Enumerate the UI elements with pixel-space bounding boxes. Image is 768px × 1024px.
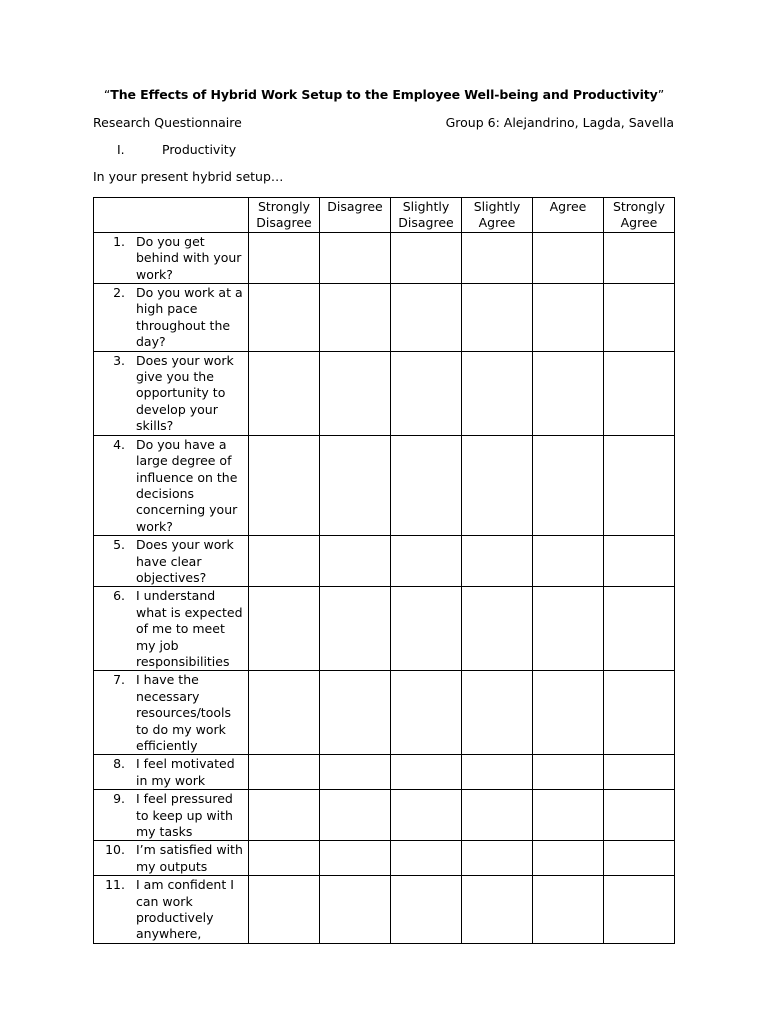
- question-text: Does your work have clear objectives?: [136, 537, 234, 585]
- response-cell[interactable]: [320, 284, 391, 352]
- question-number: 9.: [113, 791, 125, 807]
- response-cell[interactable]: [462, 790, 533, 841]
- response-cell[interactable]: [249, 671, 320, 755]
- question-number: 1.: [113, 233, 125, 249]
- response-cell[interactable]: [320, 755, 391, 790]
- response-cell[interactable]: [462, 232, 533, 283]
- question-text: I feel motivated in my work: [136, 756, 235, 788]
- response-cell[interactable]: [533, 790, 604, 841]
- question-text: Does your work give you the opportunity to develop your skills?: [136, 352, 234, 434]
- question-cell: [94, 536, 249, 587]
- question-cell: [94, 351, 249, 435]
- question-text: I understand what is expected of me to meet my job responsibilities: [136, 588, 243, 669]
- question-text: I’m satisfied with my outputs: [136, 842, 243, 874]
- response-cell[interactable]: [391, 351, 462, 435]
- document-title: [0, 87, 768, 102]
- response-cell[interactable]: [249, 755, 320, 790]
- response-cell[interactable]: [533, 351, 604, 435]
- title-open-quote: “: [103, 87, 111, 102]
- header-slightly-agree: Slightly Agree: [462, 198, 533, 233]
- question-number: 10.: [105, 842, 125, 858]
- response-cell[interactable]: [604, 876, 675, 944]
- question-number: 11.: [105, 877, 125, 893]
- table-row: [94, 284, 675, 352]
- question-cell: [94, 841, 249, 876]
- response-cell[interactable]: [462, 435, 533, 535]
- response-cell[interactable]: [604, 841, 675, 876]
- table-row: [94, 755, 675, 790]
- response-cell[interactable]: [391, 841, 462, 876]
- response-cell[interactable]: [249, 232, 320, 283]
- response-cell[interactable]: [604, 671, 675, 755]
- response-cell[interactable]: [462, 351, 533, 435]
- header-question: [94, 198, 249, 233]
- response-cell[interactable]: [391, 587, 462, 671]
- response-cell[interactable]: [320, 536, 391, 587]
- response-cell[interactable]: [462, 876, 533, 944]
- section-number: I.: [117, 142, 125, 157]
- response-cell[interactable]: [604, 587, 675, 671]
- response-cell[interactable]: [391, 790, 462, 841]
- question-number: 8.: [113, 756, 125, 772]
- header-strongly-disagree: Strongly Disagree: [249, 198, 320, 233]
- table-row: [94, 790, 675, 841]
- question-cell: [94, 671, 249, 755]
- response-cell[interactable]: [320, 587, 391, 671]
- header-strongly-agree: Strongly Agree: [604, 198, 675, 233]
- table-row: [94, 841, 675, 876]
- response-cell[interactable]: [320, 435, 391, 535]
- response-cell[interactable]: [249, 790, 320, 841]
- header-slightly-disagree: Slightly Disagree: [391, 198, 462, 233]
- response-cell[interactable]: [533, 755, 604, 790]
- question-cell: [94, 232, 249, 283]
- header-row: [94, 198, 675, 233]
- response-cell[interactable]: [533, 587, 604, 671]
- table-row: [94, 536, 675, 587]
- header-disagree: Disagree: [320, 198, 391, 233]
- question-cell: [94, 284, 249, 352]
- response-cell[interactable]: [604, 435, 675, 535]
- response-cell[interactable]: [391, 284, 462, 352]
- response-cell[interactable]: [391, 755, 462, 790]
- response-cell[interactable]: [533, 536, 604, 587]
- response-cell[interactable]: [320, 790, 391, 841]
- header-agree: Agree: [533, 198, 604, 233]
- question-number: 5.: [113, 537, 125, 553]
- response-cell[interactable]: [462, 536, 533, 587]
- response-cell[interactable]: [533, 232, 604, 283]
- question-cell: [94, 435, 249, 535]
- response-cell[interactable]: [391, 232, 462, 283]
- question-text: I feel pressured to keep up with my tasks: [136, 791, 233, 840]
- response-cell[interactable]: [320, 351, 391, 435]
- response-cell[interactable]: [249, 587, 320, 671]
- table-row: [94, 876, 675, 944]
- question-number: 3.: [113, 352, 125, 368]
- response-cell[interactable]: [249, 351, 320, 435]
- question-number: 7.: [113, 672, 125, 688]
- intro-text: In your present hybrid setup…: [93, 169, 284, 184]
- response-cell[interactable]: [462, 587, 533, 671]
- questionnaire-table: [93, 197, 675, 944]
- response-cell[interactable]: [533, 841, 604, 876]
- questionnaire-label: Research Questionnaire: [93, 115, 242, 130]
- response-cell[interactable]: [604, 755, 675, 790]
- response-cell[interactable]: [249, 841, 320, 876]
- section-title: Productivity: [162, 142, 237, 157]
- table-row: [94, 435, 675, 535]
- group-label: Group 6: Alejandrino, Lagda, Savella: [445, 115, 674, 130]
- response-cell[interactable]: [391, 671, 462, 755]
- question-number: 4.: [113, 436, 125, 452]
- response-cell[interactable]: [391, 536, 462, 587]
- title-close-quote: ”: [657, 87, 665, 102]
- response-cell[interactable]: [320, 841, 391, 876]
- title-text: The Effects of Hybrid Work Setup to the Employee Well-being and Productivity: [110, 87, 658, 102]
- question-cell: [94, 790, 249, 841]
- response-cell[interactable]: [462, 284, 533, 352]
- response-cell[interactable]: [249, 536, 320, 587]
- question-number: 6.: [113, 588, 125, 604]
- response-cell[interactable]: [604, 790, 675, 841]
- response-cell[interactable]: [604, 351, 675, 435]
- response-cell[interactable]: [604, 232, 675, 283]
- question-cell: [94, 755, 249, 790]
- response-cell[interactable]: [320, 671, 391, 755]
- response-cell[interactable]: [533, 876, 604, 944]
- response-cell[interactable]: [604, 284, 675, 352]
- question-text: Do you get behind with your work?: [136, 233, 242, 282]
- response-cell[interactable]: [462, 841, 533, 876]
- question-text: Do you have a large degree of influence on the decisions concerning your work?: [136, 436, 238, 534]
- response-cell[interactable]: [533, 284, 604, 352]
- response-cell[interactable]: [462, 671, 533, 755]
- table-row: [94, 671, 675, 755]
- table-row: [94, 232, 675, 283]
- response-cell[interactable]: [533, 435, 604, 535]
- table-row: [94, 587, 675, 671]
- question-text: I am confident I can work productively anywhere,: [136, 877, 234, 942]
- response-cell[interactable]: [391, 435, 462, 535]
- question-text: I have the necessary resources/tools to do my work efficiently: [136, 672, 231, 753]
- table-row: [94, 351, 675, 435]
- response-cell[interactable]: [533, 671, 604, 755]
- response-cell[interactable]: [249, 435, 320, 535]
- question-cell: [94, 876, 249, 944]
- response-cell[interactable]: [249, 284, 320, 352]
- response-cell[interactable]: [462, 755, 533, 790]
- response-cell[interactable]: [391, 876, 462, 944]
- response-cell[interactable]: [320, 876, 391, 944]
- response-cell[interactable]: [604, 536, 675, 587]
- question-number: 2.: [113, 285, 125, 301]
- response-cell[interactable]: [320, 232, 391, 283]
- response-cell[interactable]: [249, 876, 320, 944]
- question-cell: [94, 587, 249, 671]
- question-text: Do you work at a high pace throughout the day?: [136, 285, 243, 350]
